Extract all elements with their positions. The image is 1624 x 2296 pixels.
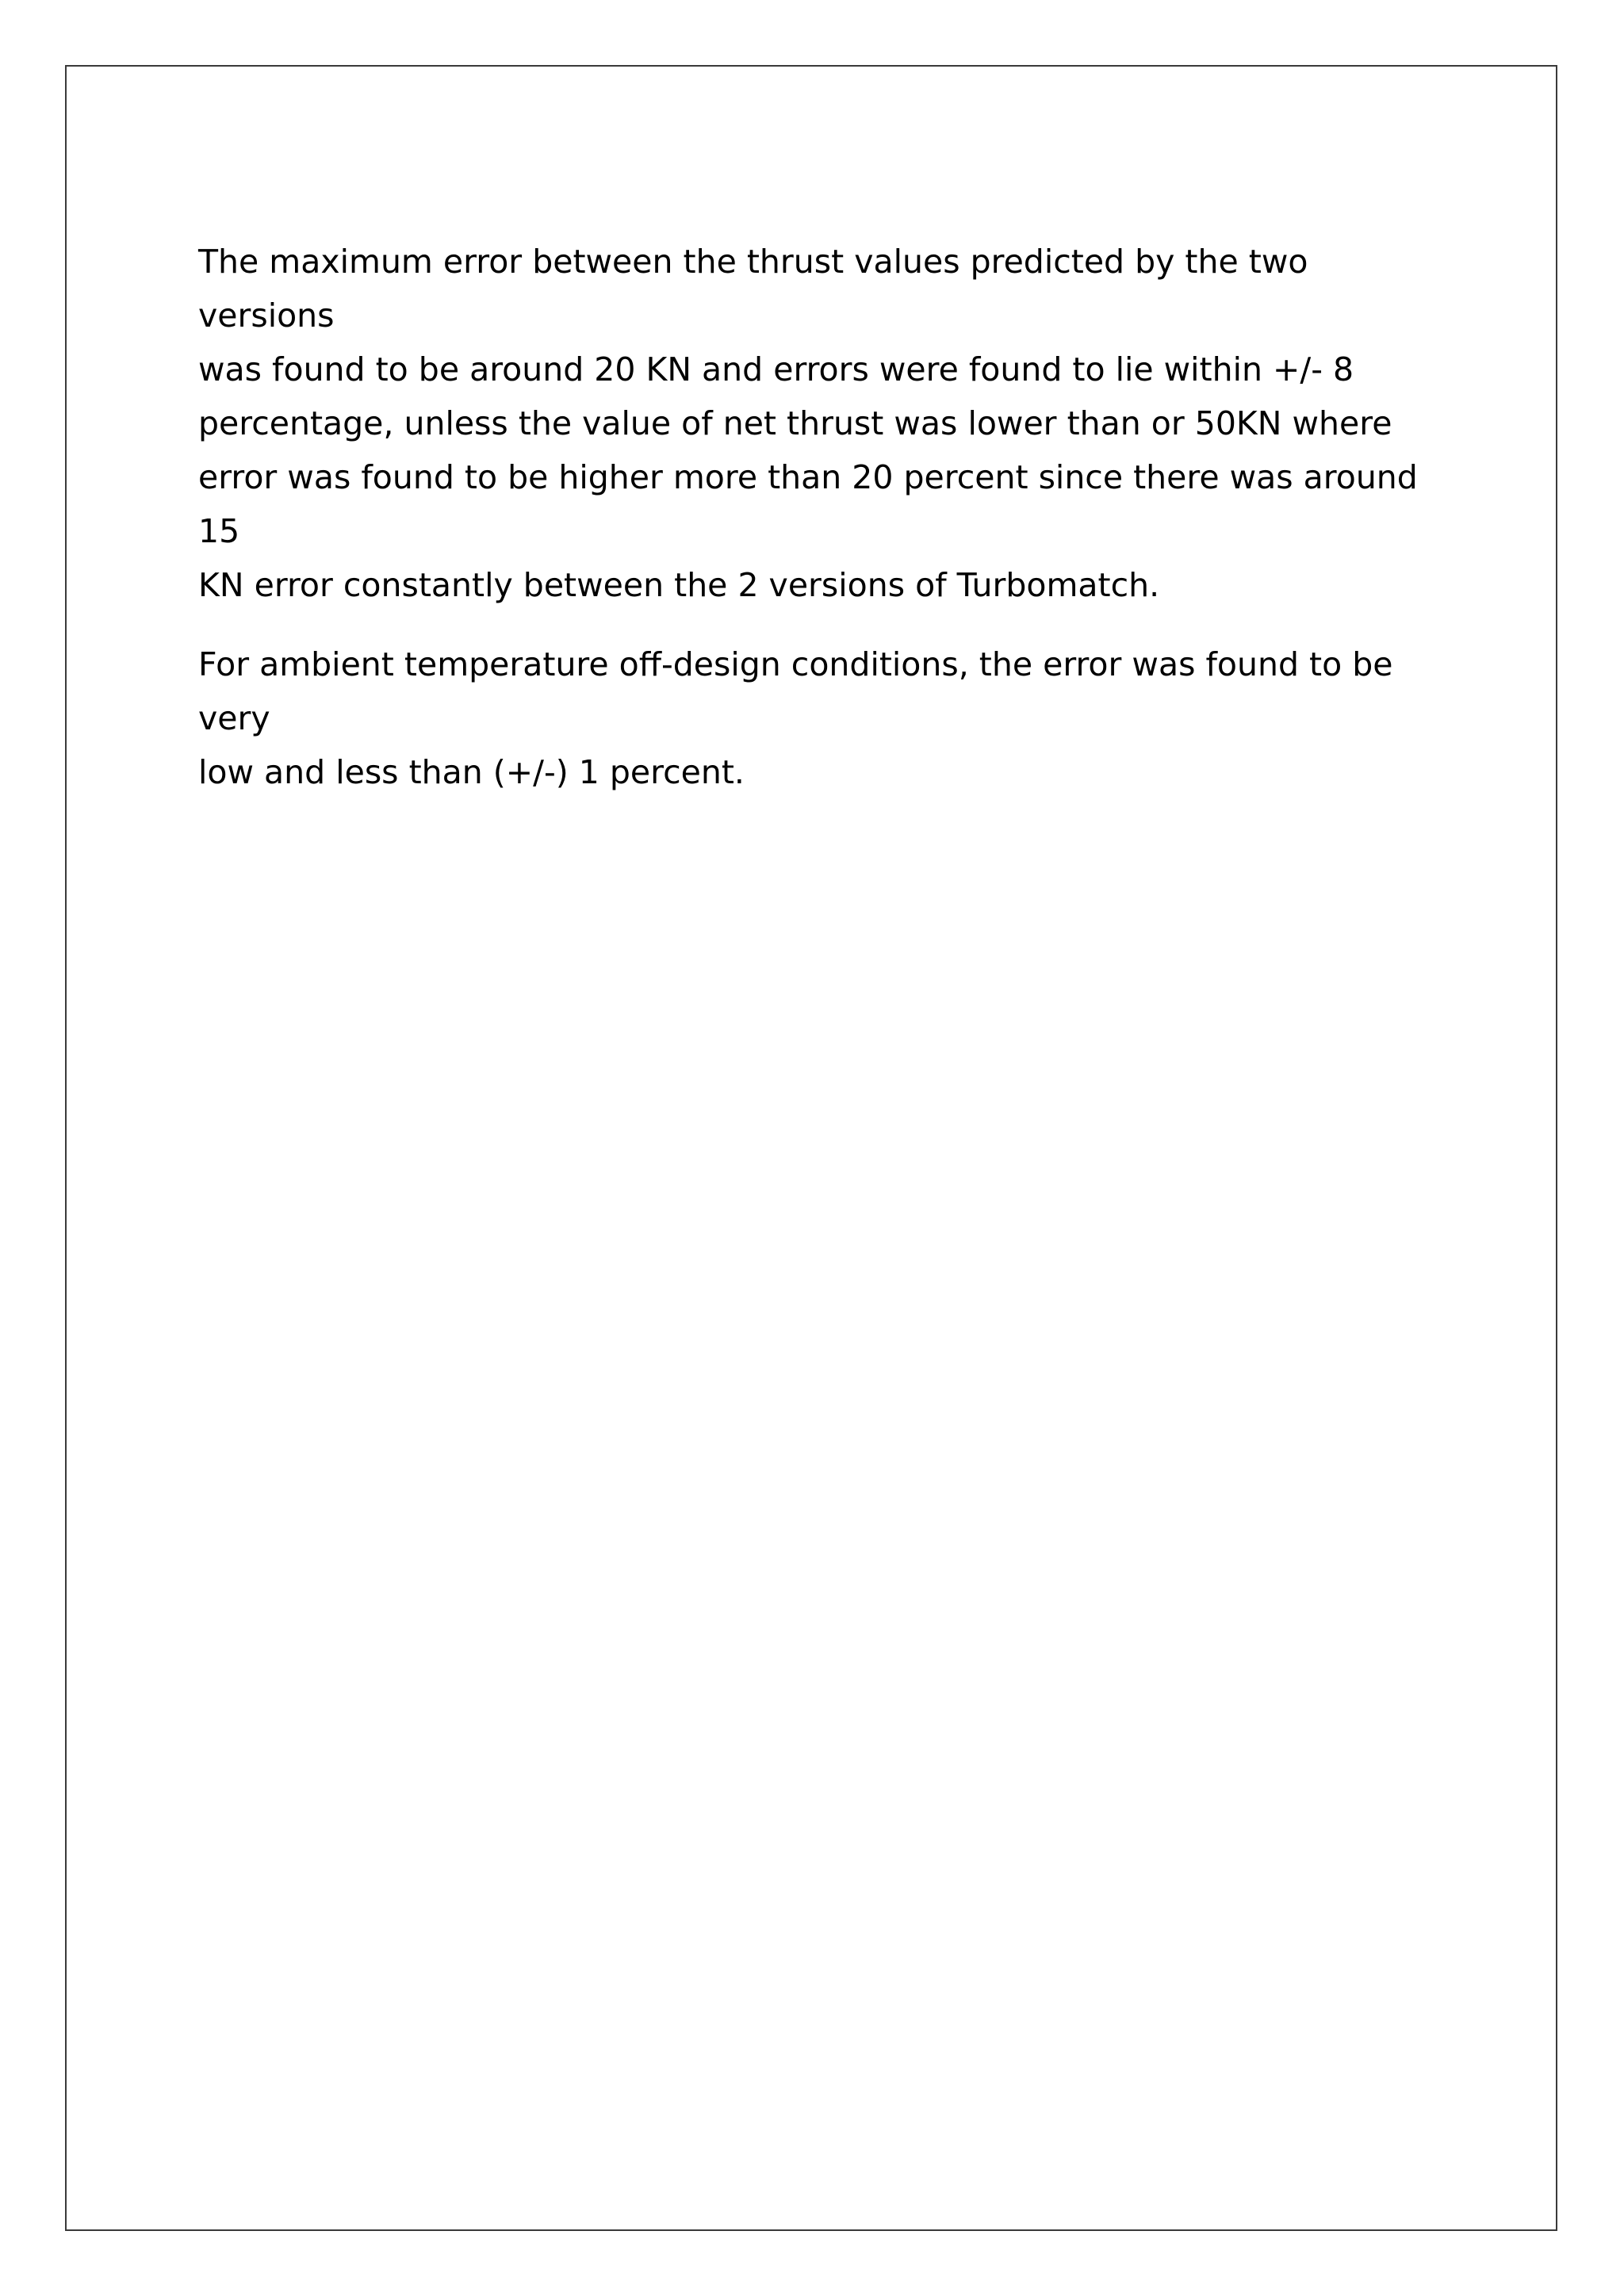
paragraph-ambient-temperature: For ambient temperature off-design conditions, the error was found to be very low and less than (+/-) 1 percent.	[198, 645, 1393, 791]
paragraph-thrust-error: The maximum error between the thrust values predicted by the two versions was found to be around 20 KN and errors were found to lie within +/- 8 percentage, unless the value of net thrust was lower than or 50KN where error was found to be higher more than 20 percent since there was around 15 KN error constantly between the 2 versions of Turbomatch.	[198, 243, 1418, 604]
document-body	[198, 235, 1443, 825]
